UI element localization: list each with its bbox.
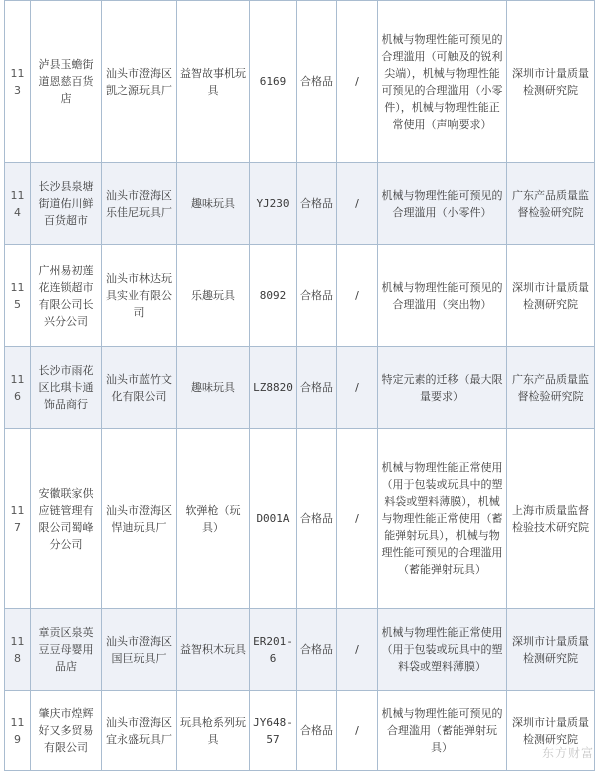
product-cell: 趣味玩具 (177, 347, 250, 429)
model-cell: D001A (250, 429, 297, 609)
issue-cell: 机械与物理性能可预见的合理滥用（可触及的锐利尖端），机械与物理性能可预见的合理滥用（小零件），机械与物理性能正常使用（声响要求） (378, 1, 507, 163)
result-cell: 合格品 (297, 163, 337, 245)
manufacturer-cell: 汕头市澄海区凯之源玩具厂 (102, 1, 177, 163)
watermark: 东方财富 (541, 746, 594, 760)
row-number: 119 (5, 691, 31, 771)
row-number: 117 (5, 429, 31, 609)
manufacturer-cell: 汕头市林达玩具实业有限公司 (102, 245, 177, 347)
product-cell: 乐趣玩具 (177, 245, 250, 347)
product-cell: 益智故事机玩具 (177, 1, 250, 163)
result-cell: 合格品 (297, 609, 337, 691)
mark-cell: / (337, 1, 378, 163)
result-cell: 合格品 (297, 347, 337, 429)
issue-cell: 特定元素的迁移（最大限量要求） (378, 347, 507, 429)
mark-cell: / (337, 245, 378, 347)
row-number: 118 (5, 609, 31, 691)
lab-cell: 广东产品质量监督检验研究院 (507, 163, 595, 245)
lab-cell: 上海市质量监督检验技术研究院 (507, 429, 595, 609)
seller-cell: 安徽联家供应链管理有限公司蜀峰分公司 (31, 429, 102, 609)
product-cell: 益智积木玩具 (177, 609, 250, 691)
product-cell: 玩具枪系列玩具 (177, 691, 250, 771)
seller-cell: 章贡区泉英豆豆母婴用品店 (31, 609, 102, 691)
lab-cell: 深圳市计量质量检测研究院 (507, 609, 595, 691)
row-number: 115 (5, 245, 31, 347)
table-row (5, 609, 595, 691)
table-row (5, 163, 595, 245)
product-cell: 趣味玩具 (177, 163, 250, 245)
manufacturer-cell: 汕头市澄海区乐佳尼玩具厂 (102, 163, 177, 245)
issue-cell: 机械与物理性能正常使用（用于包装或玩具中的塑料袋或塑料薄膜），机械与物理性能正常使用（蓄能弹射玩具），机械与物理性能可预见的合理滥用（蓄能弹射玩具） (378, 429, 507, 609)
table-row (5, 1, 595, 163)
row-number: 114 (5, 163, 31, 245)
model-cell: ER201-6 (250, 609, 297, 691)
mark-cell: / (337, 347, 378, 429)
model-cell: LZ8820 (250, 347, 297, 429)
issue-cell: 机械与物理性能正常使用（用于包装或玩具中的塑料袋或塑料薄膜） (378, 609, 507, 691)
seller-cell: 广州易初莲花连锁超市有限公司长兴分公司 (31, 245, 102, 347)
mark-cell: / (337, 163, 378, 245)
model-cell: YJ230 (250, 163, 297, 245)
row-number: 113 (5, 1, 31, 163)
lab-cell: 深圳市计量质量检测研究院 (507, 1, 595, 163)
table-row (5, 245, 595, 347)
mark-cell: / (337, 691, 378, 771)
result-cell: 合格品 (297, 1, 337, 163)
seller-cell: 长沙县泉塘街道佑川鲜百货超市 (31, 163, 102, 245)
mark-cell: / (337, 609, 378, 691)
lab-cell: 深圳市计量质量检测研究院 (507, 245, 595, 347)
row-number: 116 (5, 347, 31, 429)
issue-cell: 机械与物理性能可预见的合理滥用（蓄能弹射玩具） (378, 691, 507, 771)
table-row (5, 429, 595, 609)
manufacturer-cell: 汕头市澄海区悍迪玩具厂 (102, 429, 177, 609)
model-cell: 6169 (250, 1, 297, 163)
product-cell: 软弹枪（玩具） (177, 429, 250, 609)
inspection-results-table (4, 0, 595, 771)
issue-cell: 机械与物理性能可预见的合理滥用（小零件） (378, 163, 507, 245)
seller-cell: 长沙市雨花区比琪卡通饰品商行 (31, 347, 102, 429)
model-cell: 8092 (250, 245, 297, 347)
issue-cell: 机械与物理性能可预见的合理滥用（突出物） (378, 245, 507, 347)
lab-cell: 广东产品质量监督检验研究院 (507, 347, 595, 429)
table-row (5, 347, 595, 429)
lab-cell: 深圳市计量质量检测研究院 (507, 691, 595, 771)
model-cell: JY648-57 (250, 691, 297, 771)
seller-cell: 泸县玉蟾街道恩慈百货店 (31, 1, 102, 163)
result-cell: 合格品 (297, 691, 337, 771)
seller-cell: 肇庆市煌辉好又多贸易有限公司 (31, 691, 102, 771)
result-cell: 合格品 (297, 245, 337, 347)
result-cell: 合格品 (297, 429, 337, 609)
manufacturer-cell: 汕头市蓝竹文化有限公司 (102, 347, 177, 429)
mark-cell: / (337, 429, 378, 609)
table-row (5, 691, 595, 771)
manufacturer-cell: 汕头市澄海区宜永盛玩具厂 (102, 691, 177, 771)
manufacturer-cell: 汕头市澄海区国巨玩具厂 (102, 609, 177, 691)
